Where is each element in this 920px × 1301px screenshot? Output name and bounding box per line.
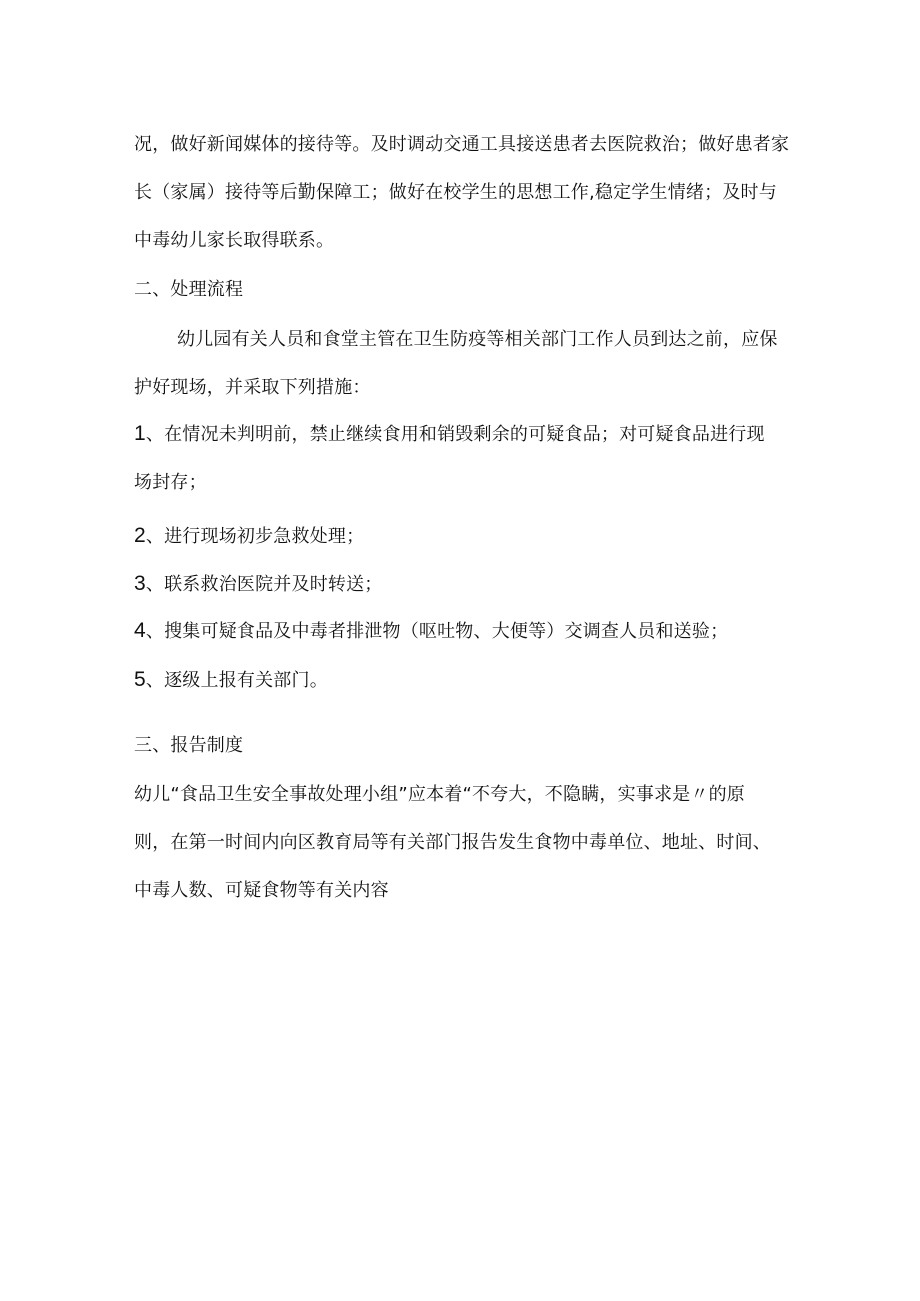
- section-2-heading: 二、处理流程: [134, 279, 244, 300]
- list-item-text: 、联系救治医院并及时转送；: [145, 574, 383, 595]
- list-item-text: 、在情况未判明前，禁止继续食用和销毁剩余的可疑食品；对可疑食品进行现: [145, 424, 765, 445]
- list-item-text: 、逐级上报有关部门。: [145, 670, 328, 691]
- list-item-2: [134, 524, 814, 549]
- list-item-text: 、搜集可疑食品及中毒者排泄物（呕吐物、大便等）交调查人员和送验；: [145, 621, 729, 642]
- list-item-number: 1: [134, 422, 146, 445]
- section-2-intro-line-1: 幼儿园有关人员和食堂主管在卫生防疫等相关部门工作人员到达之前，应保: [177, 329, 778, 350]
- section-3-heading: 三、报告制度: [134, 735, 244, 756]
- list-item-number: 2: [134, 524, 146, 547]
- section-3-line-1: 幼儿“食品卫生安全事故处理小组”应本着“不夸大，不隐瞒，实事求是〃的原: [134, 784, 745, 805]
- list-item-1-continuation: 场封存；: [134, 472, 207, 493]
- paragraph-1-line-2: 长（家属）接待等后勤保障工；做好在校学生的思想工作,稳定学生情绪；及时与: [134, 182, 777, 203]
- list-item-number: 4: [134, 619, 146, 642]
- paragraph-1-line-3: 中毒幼儿家长取得联系。: [134, 230, 335, 251]
- list-item-1: [134, 422, 814, 447]
- list-item-3: [134, 572, 814, 597]
- section-3-line-3: 中毒人数、可疑食物等有关内容: [134, 880, 389, 901]
- list-item-5: [134, 668, 814, 693]
- list-item-number: 3: [134, 572, 146, 595]
- list-item-text: 、进行现场初步急救处理；: [145, 526, 365, 547]
- list-item-number: 5: [134, 668, 146, 691]
- paragraph-1-line-1: 况，做好新闻媒体的接待等。及时调动交通工具接送患者去医院救治；做好患者家: [134, 134, 790, 155]
- list-item-4: [134, 619, 814, 644]
- section-2-intro-line-2: 护好现场，并采取下列措施：: [134, 377, 371, 398]
- section-3-line-2: 则，在第一时间内向区教育局等有关部门报告发生食物中毒单位、地址、时间、: [134, 832, 771, 853]
